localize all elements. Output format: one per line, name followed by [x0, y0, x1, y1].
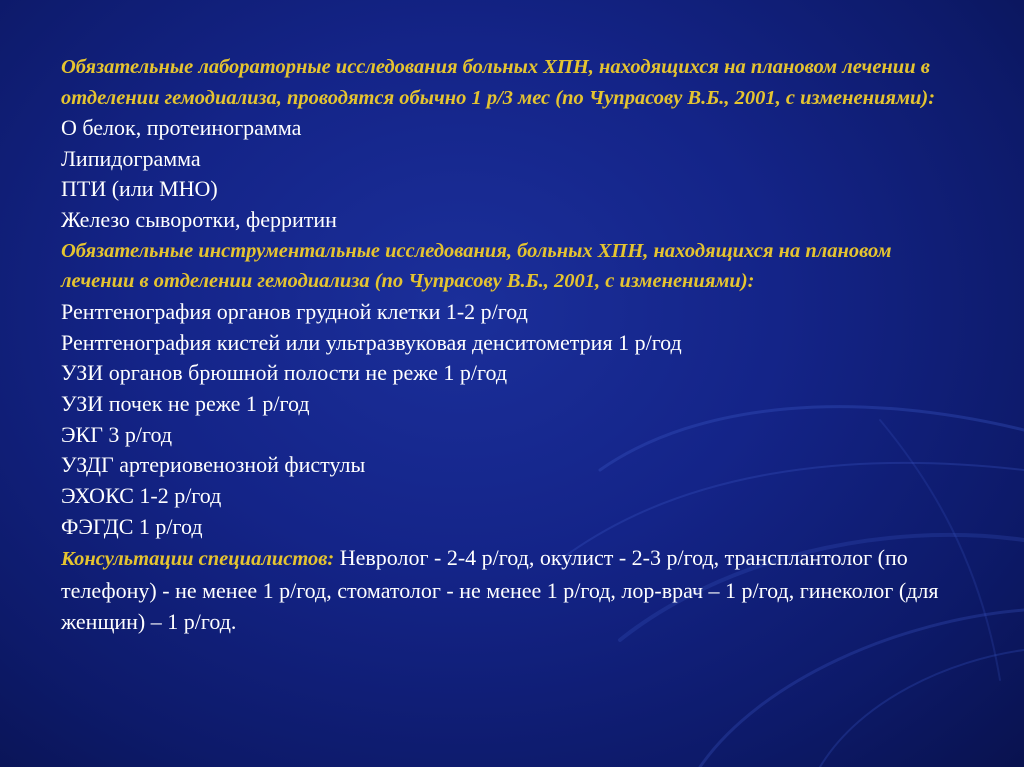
consultations-label: Консультации специалистов:: [61, 548, 335, 571]
lab-item-iron: Железо сыворотки, ферритин: [61, 207, 337, 233]
lab-item-lipidogram: Липидограмма: [61, 145, 201, 171]
lab-tests-heading: Обязательные лабораторные исследования больных ХПН, находящихся на плановом лечении в отделении гемодиализа, проводятся обычно 1 р/3 мес (по Чупрасову В.Б., 2001, с изменениями):: [61, 56, 936, 109]
instrumental-item-fistula-doppler: УЗДГ артериовенозной фистулы: [61, 452, 366, 478]
instrumental-item-kidney-us: УЗИ почек не реже 1 р/год: [61, 390, 310, 416]
instrumental-item-ecg: ЭКГ 3 р/год: [61, 421, 173, 447]
instrumental-item-fegds: ФЭГДС 1 р/год: [61, 513, 203, 539]
instrumental-item-abdominal-us: УЗИ органов брюшной полости не реже 1 р/год: [61, 360, 508, 386]
instrumental-item-echo: ЭХОКС 1-2 р/год: [61, 483, 222, 509]
consultations-text: Невролог - 2-4 р/год, окулист - 2-3 р/год, трансплантолог (по телефону) - не менее 1 р/год, стоматолог - не менее 1 р/год, лор-врач – 1 р/год, гинеколог (для женщин) – 1 р/год.: [61, 545, 939, 635]
instrumental-tests-heading: Обязательные инструментальные исследования, больных ХПН, находящихся на плановом лечении в отделении гемодиализа (по Чупрасову В.Б., 2001, с изменениями):: [61, 239, 892, 293]
consultations-paragraph: [61, 542, 961, 637]
lab-item-protein: О белок, протеинограмма: [61, 115, 302, 140]
instrumental-item-hands-xray: Рентгенография кистей или ультразвуковая денситометрия 1 р/год: [61, 329, 682, 355]
instrumental-item-chest-xray: Рентгенография органов грудной клетки 1-2 р/год: [61, 298, 528, 324]
lab-item-pti: ПТИ (или МНО): [61, 176, 218, 202]
slide-content: [61, 52, 961, 637]
